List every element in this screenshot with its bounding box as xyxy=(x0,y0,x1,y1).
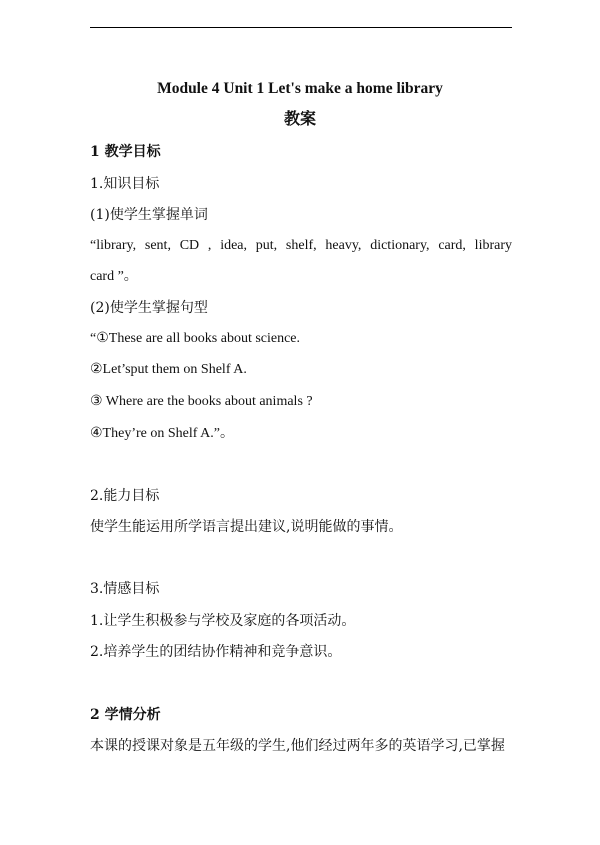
emotion-item-2: 2.培养学生的团结协作精神和竞争意识。 xyxy=(90,644,342,660)
ability-text: 使学生能运用所学语言提出建议,说明能做的事情。 xyxy=(90,519,403,535)
knowledge-heading: 1.知识目标 xyxy=(90,176,160,192)
sentence-heading: (2)使学生掌握句型 xyxy=(90,300,208,316)
sentence-4: ④They’re on Shelf A.”。 xyxy=(90,426,234,441)
sentence-3: ③ Where are the books about animals ? xyxy=(90,394,313,409)
ability-heading: 2.能力目标 xyxy=(90,488,160,504)
emotion-item-1: 1.让学生积极参与学校及家庭的各项活动。 xyxy=(90,613,356,629)
vocab-heading: (1)使学生掌握单词 xyxy=(90,207,208,223)
section2-text: 本课的授课对象是五年级的学生,他们经过两年多的英语学习,已掌握 xyxy=(90,738,505,754)
sentence-1: “①These are all books about science. xyxy=(90,331,301,346)
document-title: Module 4 Unit 1 Let's make a home library xyxy=(157,80,443,97)
vocab-line-2: card ”。 xyxy=(90,269,138,284)
vocab-line-1: “library, sent, CD , idea, put, shelf, heavy, dictionary, card, library xyxy=(90,238,512,253)
sentence-2: ②Let’sput them on Shelf A. xyxy=(90,362,247,377)
section1-heading: 1 教学目标 xyxy=(90,144,161,160)
document-subtitle: 教案 xyxy=(283,109,316,128)
section2-heading: 2 学情分析 xyxy=(90,707,161,723)
top-rule xyxy=(90,27,512,28)
emotion-heading: 3.情感目标 xyxy=(90,581,160,597)
